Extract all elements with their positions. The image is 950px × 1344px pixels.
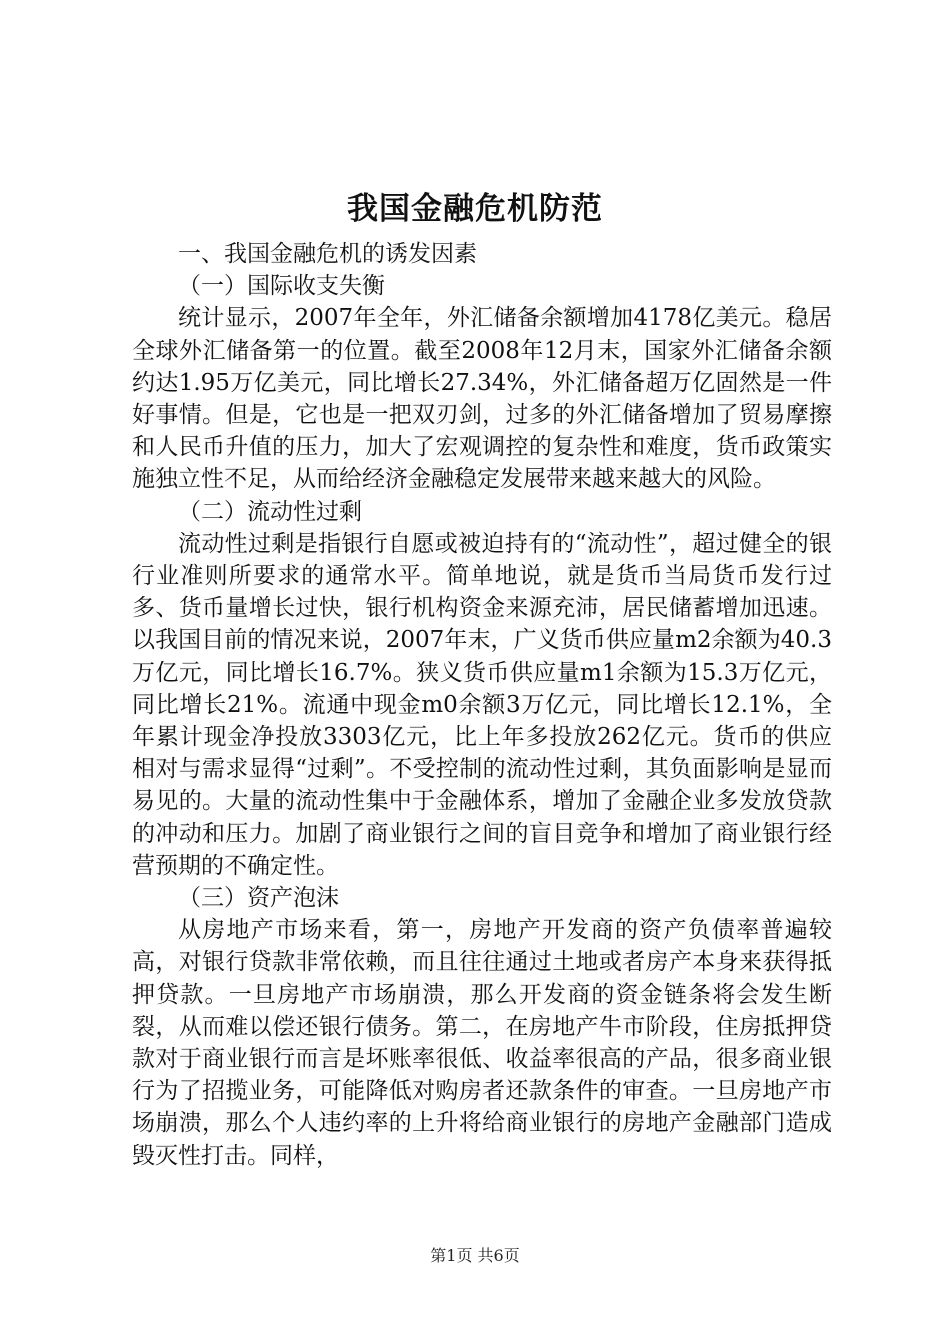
section-heading: 一、我国金融危机的诱发因素 — [178, 241, 477, 267]
document-body — [132, 238, 832, 1172]
paragraph-3: 从房地产市场来看，第一，房地产开发商的资产负债率普遍较高，对银行贷款非常依赖，而且往往通过土地或者房产本身来获得抵押贷款。一旦房地产市场崩溃，那么开发商的资金链条将会发生断裂，从而难以偿还银行债务。第二，在房地产牛市阶段，住房抵押贷款对于商业银行而言是坏账率很低、收益率很高的产品，很多商业银行为了招揽业务，可能降低对购房者还款条件的审查。一旦房地产市场崩溃，那么个人违约率的上升将给商业银行的房地产金融部门造成毁灭性打击。同样， — [132, 917, 832, 1169]
subsection-heading-2: （二）流动性过剩 — [178, 498, 362, 525]
paragraph-2: 流动性过剩是指银行自愿或被迫持有的“流动性”，超过健全的银行业准则所要求的通常水平。简单地说，就是货币当局货币发行过多、货币量增长过快，银行机构资金来源充沛，居民储蓄增加迅速。以我国目前的情况来说，2007年末，广义货币供应量m2余额为40.3万亿元，同比增长16.7%。狭义货币供应量m1余额为15.3万亿元，同比增长21%。流通中现金m0余额3万亿元，同比增长12.1%，全年累计现金净投放3303亿元，比上年多投放262亿元。货币的供应相对与需求显得“过剩”。不受控制的流动性过剩，其负面影响是显而易见的。大量的流动性集中于金融体系，增加了金融企业多发放贷款的冲动和压力。加剧了商业银行之间的盲目竞争和增加了商业银行经营预期的不确定性。 — [132, 530, 832, 879]
subsection-heading-1: （一）国际收支失衡 — [178, 273, 385, 300]
page-footer: 第1页 共6页 — [430, 1246, 520, 1265]
document-title: 我国金融危机防范 — [347, 191, 603, 227]
paragraph-1: 统计显示，2007年全年，外汇储备余额增加4178亿美元。稳居全球外汇储备第一的位置。截至2008年12月末，国家外汇储备余额约达1.95万亿美元，同比增长27.34%，外汇储备超万亿固然是一件好事情。但是，它也是一把双刃剑，过多的外汇储备增加了贸易摩擦和人民币升值的压力，加大了宏观调控的复杂性和难度，货币政策实施独立性不足，从而给经济金融稳定发展带来越来越大的风险。 — [132, 305, 832, 493]
subsection-heading-3: （三）资产泡沫 — [178, 885, 339, 912]
